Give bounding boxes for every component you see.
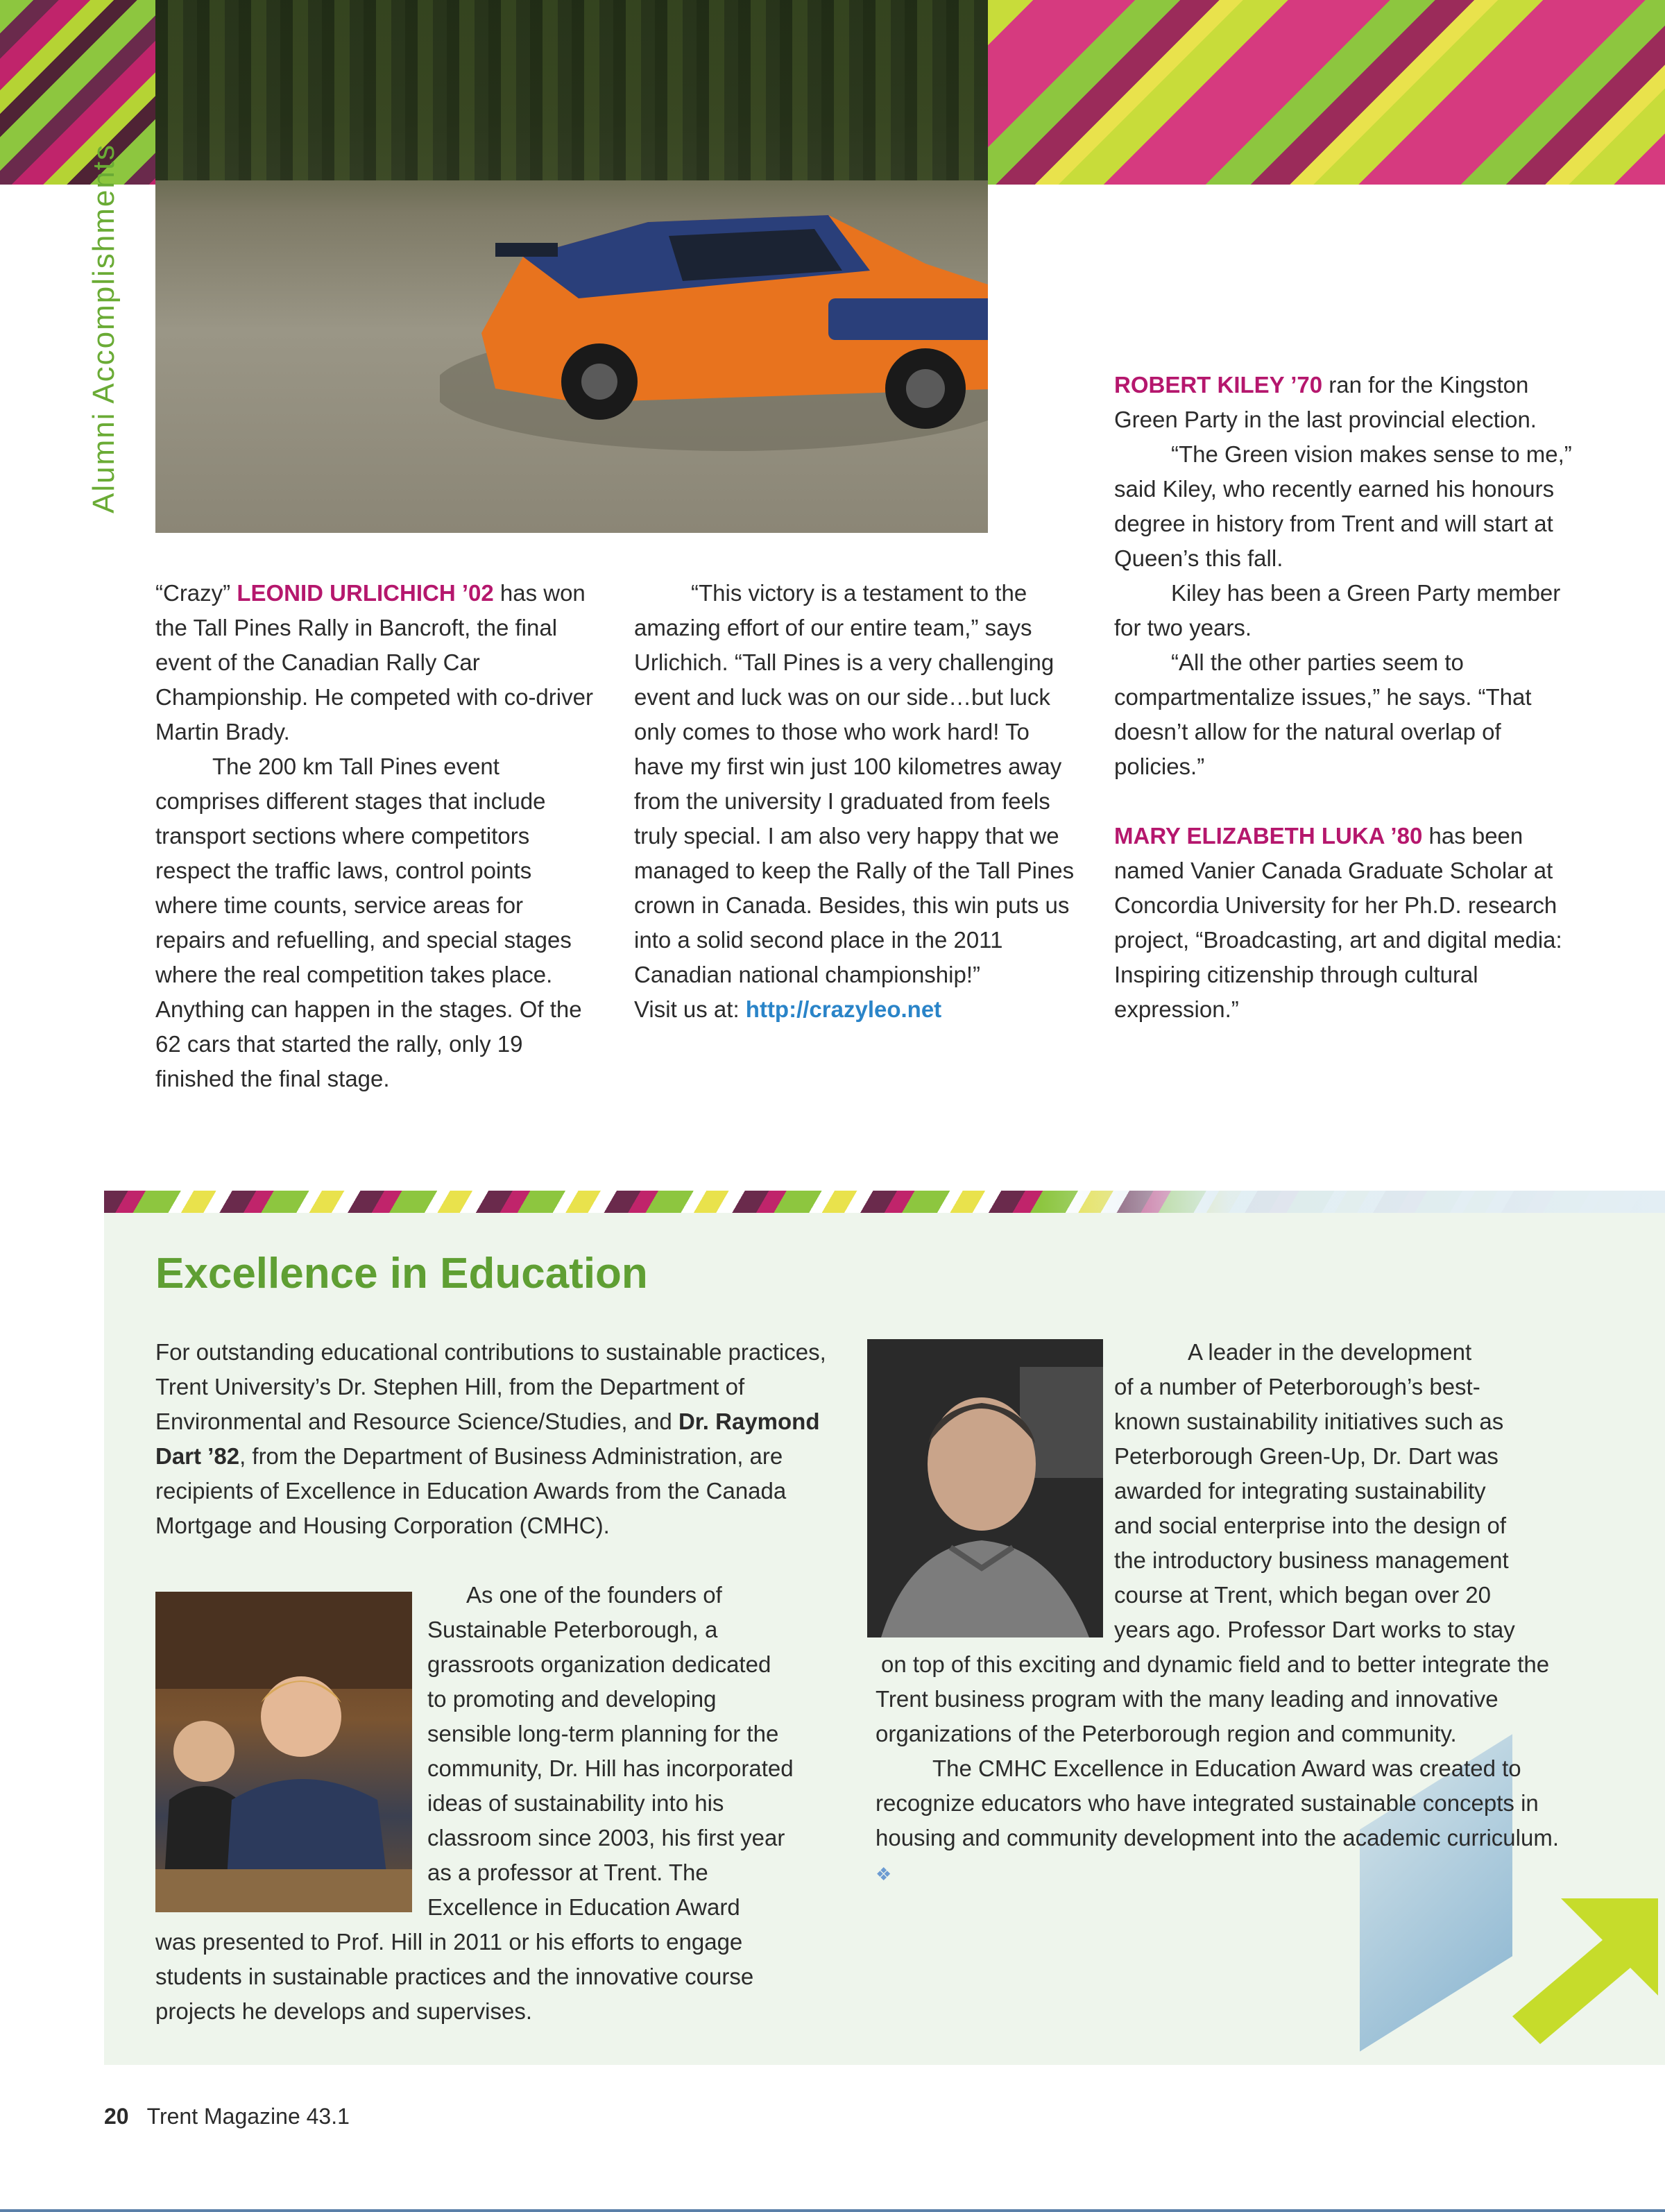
paragraph — [1114, 819, 1572, 1027]
photo-dr-hill — [155, 1592, 412, 1912]
paragraph: Kiley has been a Green Party member for two years. — [1114, 580, 1561, 640]
decorative-stripes-right — [988, 0, 1665, 185]
text-line: to promoting and developing — [427, 1686, 717, 1712]
person-illustration — [867, 1339, 1103, 1637]
hill-continued — [155, 1925, 835, 2029]
photo-dr-dart — [867, 1339, 1103, 1637]
page-number: 20 — [104, 2104, 129, 2129]
text-line: awarded for integrating sustainability — [1114, 1478, 1486, 1504]
text-line: sensible long-term planning for the — [427, 1721, 779, 1746]
paragraph — [876, 1751, 1569, 1891]
quote-paragraph: “This victory is a testament to the amazing effort of our entire team,” says Urlichich. “Tall Pines is a very challenging event and luck was on our side…but luck only comes to those who work hard! To have my first win just 100 kilometres away from the university I graduated from feels truly special. I am also very happy that we managed to keep the Rally of the Tall Pines crown in Canada. Besides, this win puts us into a solid second place in the 2011 Canadian national championship!” — [634, 580, 1075, 987]
text: ran for the Kingston Green Party in the last provincial election. — [1114, 372, 1537, 432]
forest-background — [155, 0, 988, 180]
section-heading: Excellence in Education — [155, 1250, 648, 1298]
paragraph — [155, 576, 599, 749]
alumni-name: ROBERT KILEY ’70 — [1114, 372, 1323, 398]
people-illustration — [155, 1592, 412, 1912]
text-line: as a professor at Trent. The — [427, 1860, 708, 1885]
article-urlichich-quote — [634, 576, 1085, 1027]
text: Visit us at: — [634, 996, 746, 1022]
publication-title: Trent Magazine 43.1 — [146, 2104, 350, 2129]
text-line: years ago. Professor Dart works to stay — [1114, 1617, 1515, 1642]
paragraph: “All the other parties seem to compartmentalize issues,” he says. “That doesn’t allow for the natural overlap of policies.” — [1114, 649, 1532, 779]
text-line: Sustainable Peterborough, a — [427, 1617, 718, 1642]
text-line: As one of the founders of — [466, 1582, 722, 1608]
decorative-stripes-left — [0, 0, 155, 185]
text: , from the Department of Business Administration, are recipients of Excellence in Education Awards from the Canada Mortgage and Housing Corporation (CMHC). — [155, 1443, 787, 1538]
alumni-name: LEONID URLICHICH ’02 — [237, 580, 494, 606]
paragraph: was presented to Prof. Hill in 2011 or his efforts to engage students in sustainable practices and the innovative course projects he develops and supervises. — [155, 1929, 754, 2024]
text: has been named Vanier Canada Graduate Scholar at Concordia University for her Ph.D. research project, “Broadcasting, art and digital media: Inspiring citizenship through cultural expression.” — [1114, 823, 1562, 1022]
text-line: and social enterprise into the design of — [1114, 1513, 1507, 1538]
text-line: Peterborough Green-Up, Dr. Dart was — [1114, 1443, 1498, 1469]
page-footer — [104, 2104, 350, 2129]
paragraph — [155, 1335, 849, 1543]
dart-continued — [876, 1647, 1569, 1891]
paragraph — [634, 992, 1085, 1027]
text-line: known sustainability initiatives such as — [1114, 1409, 1504, 1434]
article-urlichich — [155, 576, 599, 1096]
rally-car-illustration — [440, 160, 988, 458]
spacer — [1114, 784, 1572, 819]
text-line: classroom since 2003, his first year — [427, 1825, 785, 1851]
paragraph: “The Green vision makes sense to me,” said Kiley, who recently earned his honours degree in history from Trent and will start at Queen’s this fall. — [1114, 441, 1572, 571]
hill-wrapped-text — [427, 1578, 844, 1925]
bold-name: Dr. Raymond Dart ’82 — [155, 1409, 820, 1469]
end-mark-icon: ❖ — [876, 1864, 892, 1885]
text-line: community, Dr. Hill has incorporated — [427, 1755, 794, 1781]
paragraph: The 200 km Tall Pines event comprises different stages that include transport sections where competitors respect the traffic laws, control points where time counts, service areas for repairs and refuelling, and special stages where the real competition takes place. Anything can happen in the stages. Of the 62 cars that started the rally, only 19 finished the final stage. — [155, 754, 582, 1091]
text-line: the introductory business management — [1114, 1547, 1509, 1573]
text-line: A leader in the development — [1188, 1339, 1472, 1365]
section-label: Alumni Accomplishments — [87, 143, 121, 513]
text: has won the Tall Pines Rally in Bancroft, the final event of the Canadian Rally Car Championship. He competed with co-driver Martin Brady. — [155, 580, 593, 745]
text: “Crazy” — [155, 580, 237, 606]
paragraph: on top of this exciting and dynamic field and to better integrate the Trent business program with the many leading and innovative organizations of the Peterborough region and community. — [876, 1651, 1550, 1746]
text-line: ideas of sustainability into his — [427, 1790, 724, 1816]
text: For outstanding educational contributions to sustainable practices, Trent University’s Dr. Stephen Hill, from the Department of Environmental and Resource Science/Studies, and — [155, 1339, 826, 1434]
dart-wrapped-text — [1114, 1335, 1572, 1647]
decorative-divider-fade — [1041, 1191, 1665, 1213]
text-line: of a number of Peterborough’s best- — [1114, 1374, 1480, 1399]
education-intro — [155, 1335, 849, 1543]
website-link[interactable]: http://crazyleo.net — [745, 996, 942, 1022]
text-line: course at Trent, which began over 20 — [1114, 1582, 1491, 1608]
rally-car-photo — [155, 0, 988, 533]
alumni-name: MARY ELIZABETH LUKA ’80 — [1114, 823, 1423, 849]
bottom-rule — [0, 2209, 1665, 2212]
text-line: grassroots organization dedicated — [427, 1651, 771, 1677]
decorative-arrow-lime — [1512, 1898, 1658, 2044]
text: The CMHC Excellence in Education Award was created to recognize educators who have integrated sustainable concepts in housing and community development into the academic curriculum. — [876, 1755, 1560, 1851]
paragraph — [1114, 368, 1572, 437]
article-kiley-luka — [1114, 368, 1572, 1027]
text-line: Excellence in Education Award — [427, 1894, 740, 1920]
